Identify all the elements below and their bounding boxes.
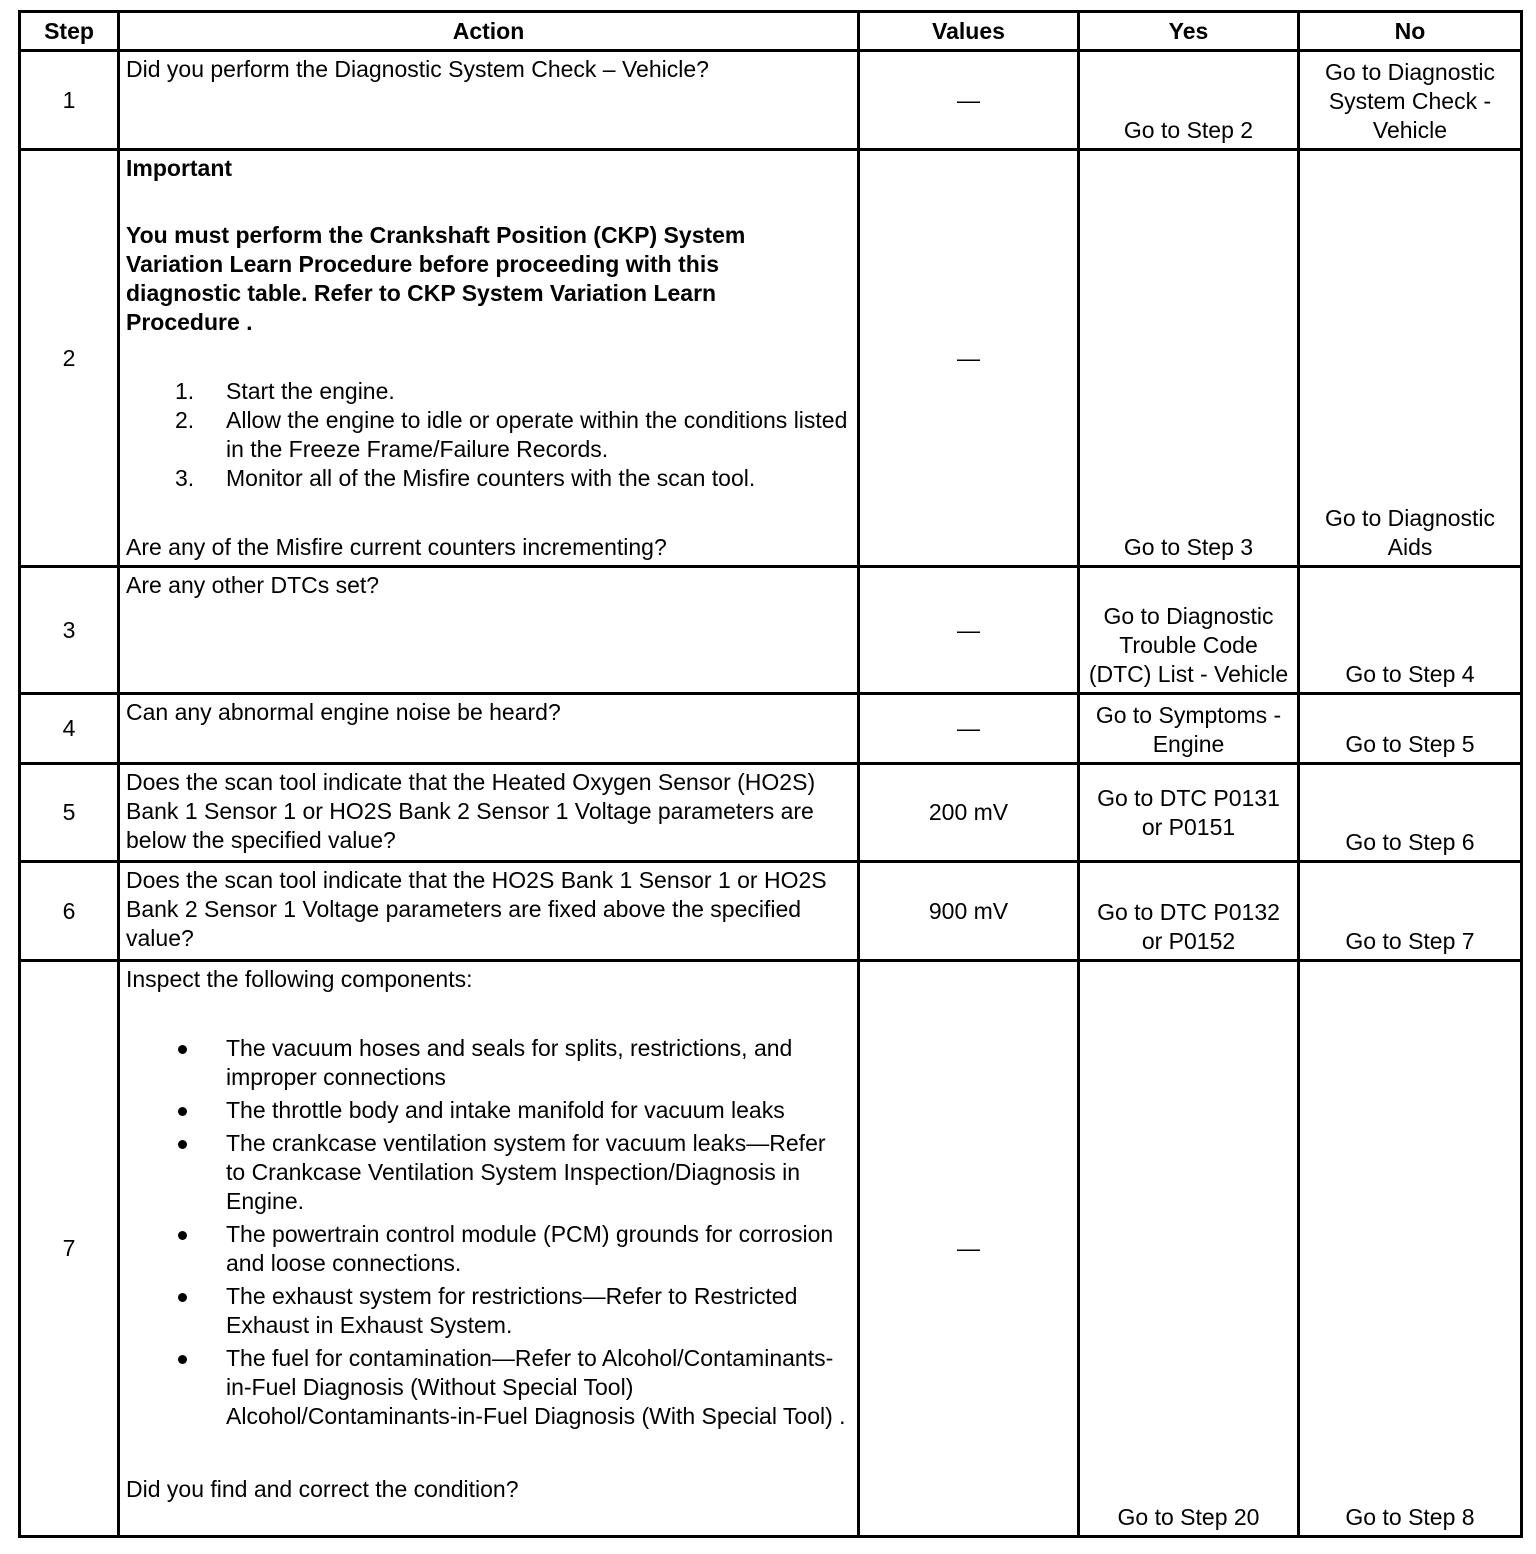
step-number: 1 <box>20 51 119 150</box>
value-cell: — <box>859 961 1079 1537</box>
bullet-icon <box>178 1231 187 1240</box>
table-row <box>20 150 1522 567</box>
no-cell: Go to Step 4 <box>1299 567 1522 694</box>
bullet-icon <box>178 1293 187 1302</box>
table-row <box>20 961 1522 1537</box>
value-cell: — <box>859 694 1079 764</box>
action-text: Does the scan tool indicate that the Heated Oxygen Sensor (HO2S) Bank 1 Sensor 1 or HO2S Bank 2 Sensor 1 Voltage parameters are below the specified value? <box>126 769 816 853</box>
list-item: 2. Allow the engine to idle or operate within the conditions listed in the Freeze Frame/Failure Records. <box>175 407 848 462</box>
list-item: The throttle body and intake manifold for vacuum leaks <box>126 1096 851 1125</box>
action-cell <box>119 150 859 567</box>
value-cell: — <box>859 150 1079 567</box>
yes-cell: Go to Symptoms - Engine <box>1079 694 1299 764</box>
step-number: 5 <box>20 764 119 862</box>
action-cell <box>119 862 859 961</box>
yes-cell: Go to Diagnostic Trouble Code (DTC) List - Vehicle <box>1079 567 1299 694</box>
table-row <box>20 51 1522 150</box>
table-row <box>20 567 1522 694</box>
header-yes: Yes <box>1079 12 1299 51</box>
question-text: Are any of the Misfire current counters incrementing? <box>126 534 667 560</box>
important-text: You must perform the Crankshaft Position (CKP) System Variation Learn Procedure before proceeding with this diagnostic table. Refer to CKP System Variation Learn Procedure . <box>126 222 746 335</box>
no-cell: Go to Step 8 <box>1299 961 1522 1537</box>
procedure-list <box>126 377 851 493</box>
table-row <box>20 694 1522 764</box>
yes-cell: Go to DTC P0131 or P0151 <box>1079 764 1299 862</box>
list-item: The crankcase ventilation system for vacuum leaks—Refer to Crankcase Ventilation System Inspection/Diagnosis in Engine. <box>126 1129 851 1216</box>
value-cell: 900 mV <box>859 862 1079 961</box>
yes-cell: Go to Step 3 <box>1079 150 1299 567</box>
diagnostic-table <box>18 10 1523 1538</box>
action-cell <box>119 694 859 764</box>
action-text: Did you perform the Diagnostic System Check – Vehicle? <box>126 56 709 82</box>
intro-text: Inspect the following components: <box>126 966 473 992</box>
action-cell <box>119 51 859 150</box>
no-cell: Go to Diagnostic Aids <box>1299 150 1522 567</box>
action-text: Does the scan tool indicate that the HO2S Bank 1 Sensor 1 or HO2S Bank 2 Sensor 1 Voltage parameters are fixed above the specified value? <box>126 867 827 951</box>
value-cell: — <box>859 51 1079 150</box>
component-list <box>126 1034 851 1431</box>
table-row <box>20 862 1522 961</box>
no-cell: Go to Diagnostic System Check - Vehicle <box>1299 51 1522 150</box>
yes-cell: Go to Step 20 <box>1079 961 1299 1537</box>
action-cell <box>119 567 859 694</box>
action-text: Are any other DTCs set? <box>126 572 380 598</box>
bullet-icon <box>178 1107 187 1116</box>
question-text: Did you find and correct the condition? <box>126 1476 519 1502</box>
header-action: Action <box>119 12 859 51</box>
bullet-icon <box>178 1045 187 1054</box>
list-item: 3. Monitor all of the Misfire counters with the scan tool. <box>175 465 756 491</box>
no-cell: Go to Step 6 <box>1299 764 1522 862</box>
step-number: 4 <box>20 694 119 764</box>
action-cell <box>119 961 859 1537</box>
important-label: Important <box>126 155 233 181</box>
action-text: Can any abnormal engine noise be heard? <box>126 699 561 725</box>
yes-cell: Go to DTC P0132 or P0152 <box>1079 862 1299 961</box>
bullet-icon <box>178 1355 187 1364</box>
list-item: The powertrain control module (PCM) grounds for corrosion and loose connections. <box>126 1220 851 1278</box>
step-number: 2 <box>20 150 119 567</box>
step-number: 7 <box>20 961 119 1537</box>
list-item: 1. Start the engine. <box>175 378 395 404</box>
header-step: Step <box>20 12 119 51</box>
bullet-icon <box>178 1140 187 1149</box>
list-item: The exhaust system for restrictions—Refer to Restricted Exhaust in Exhaust System. <box>126 1282 851 1340</box>
no-cell: Go to Step 7 <box>1299 862 1522 961</box>
step-number: 6 <box>20 862 119 961</box>
value-cell: — <box>859 567 1079 694</box>
no-cell: Go to Step 5 <box>1299 694 1522 764</box>
list-item: The vacuum hoses and seals for splits, restrictions, and improper connections <box>126 1034 851 1092</box>
step-number: 3 <box>20 567 119 694</box>
value-cell: 200 mV <box>859 764 1079 862</box>
header-values: Values <box>859 12 1079 51</box>
list-item: The fuel for contamination—Refer to Alcohol/Contaminants-in-Fuel Diagnosis (Without Special Tool) Alcohol/Contaminants-in-Fuel Diagnosis (With Special Tool) . <box>126 1344 851 1431</box>
table-row <box>20 764 1522 862</box>
yes-cell: Go to Step 2 <box>1079 51 1299 150</box>
header-row <box>20 12 1522 51</box>
action-cell <box>119 764 859 862</box>
header-no: No <box>1299 12 1522 51</box>
